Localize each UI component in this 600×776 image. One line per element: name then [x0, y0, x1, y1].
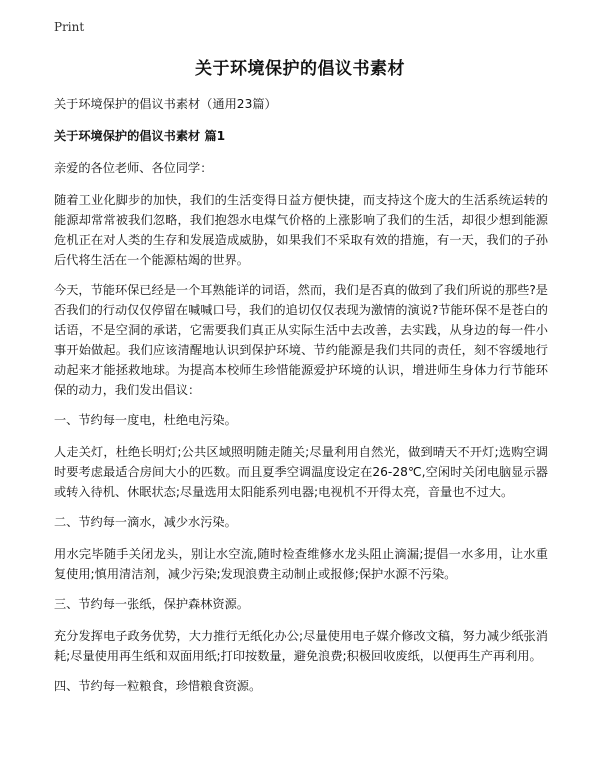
paragraph-intro: 随着工业化脚步的加快，我们的生活变得日益方便快捷，而支持这个庞大的生活系统运转的能源却常常被我们忽略，我们抱怨水电煤气价格的上涨影响了我们的生活，却很少想到能源危机正在对人类的生存和发展造成威胁，如果我们不采取有效的措施，有一天，我们的子孙后代将生活在一个能源枯竭的世界。 [54, 193, 548, 267]
document-body [54, 94, 548, 708]
point-heading-electricity: 一、节约每一度电，杜绝电污染。 [54, 413, 237, 427]
point-heading-water: 二、节约每一滴水，减少水污染。 [54, 515, 237, 529]
document-subtitle: 关于环境保护的倡议书素材（通用23篇） [54, 97, 277, 111]
paragraph-electricity: 人走关灯，杜绝长明灯;公共区域照明随走随关;尽量利用自然光，做到晴天不开灯;选购空调时要考虑最适合房间大小的匹数。而且夏季空调温度设定在26-28℃,空闲时关闭电脑显示器或转入待机、休眠状态;尽量选用太阳能系列电器;电视机不开得太亮，音量也不过大。 [54, 445, 548, 499]
point-heading-food: 四、节约每一粒粮食，珍惜粮食资源。 [54, 679, 262, 693]
section-heading: 关于环境保护的倡议书素材 篇1 [54, 129, 226, 143]
print-label: Print [54, 20, 85, 34]
paragraph-call-to-action: 今天，节能环保已经是一个耳熟能详的词语，然而，我们是否真的做到了我们所说的那些?是否我们的行动仅仅停留在喊喊口号，我们的追切仅仅表现为激情的演说?节能环保不是苍白的话语，不是空洞的承诺，它需要我们真正从实际生活中去改善，去实践，从身边的每一件小事开始做起。我们应该清醒地认识到保护环境、节约能源是我们共同的责任，刻不容缓地行动起来才能拯救地球。为提高本校师生珍惜能源爱护环境的认识，增进师生身体力行节能环保的动力，我们发出倡议： [54, 283, 548, 397]
greeting: 亲爱的各位老师、各位同学： [54, 161, 213, 175]
paragraph-paper: 充分发挥电子政务优势，大力推行无纸化办公;尽量使用电子媒介修改文稿，努力减少纸张消耗;尽量使用再生纸和双面用纸;打印按数量，避免浪费;积极回收废纸，以便再生产再利用。 [54, 629, 548, 663]
page-title: 关于环境保护的倡议书素材 [195, 59, 405, 79]
point-heading-paper: 三、节约每一张纸，保护森林资源。 [54, 597, 249, 611]
paragraph-water: 用水完毕随手关闭龙头，别让水空流,随时检查维修水龙头阻止滴漏;提倡一水多用，让水重复使用;慎用清洁剂，减少污染;发现浪费主动制止或报修;保护水源不污染。 [54, 547, 548, 581]
